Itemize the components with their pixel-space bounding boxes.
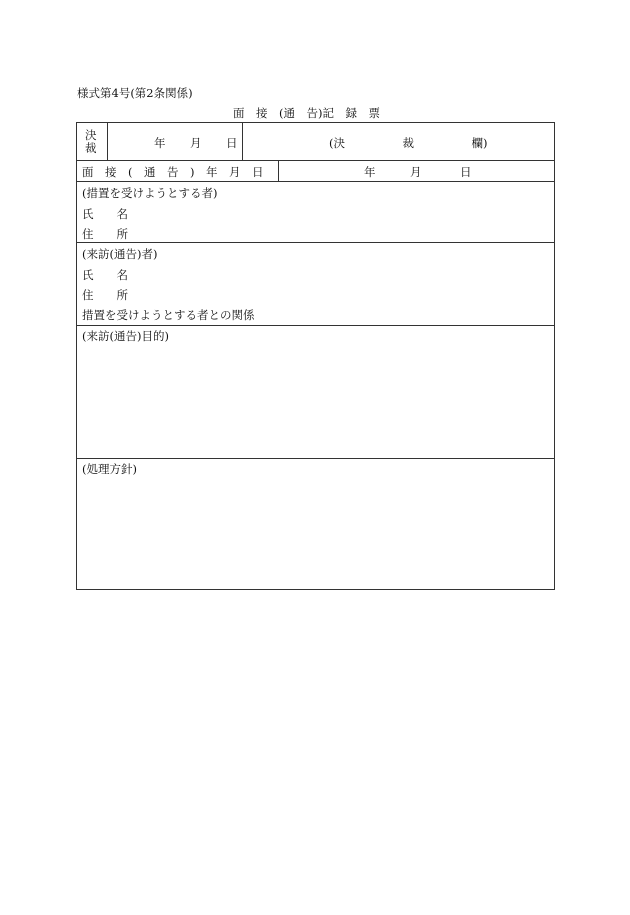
subject-section-heading: (措置を受けようとする者) bbox=[82, 186, 218, 200]
approval-date-month: 月 bbox=[190, 136, 202, 150]
row-divider bbox=[77, 160, 554, 161]
interview-date-day: 日 bbox=[460, 165, 472, 179]
visitor-name-label: 氏 名 bbox=[82, 268, 128, 282]
interview-date-month: 月 bbox=[410, 165, 422, 179]
approval-date-year: 年 bbox=[154, 136, 166, 150]
interview-date-year: 年 bbox=[364, 165, 376, 179]
approval-date-day: 日 bbox=[226, 136, 238, 150]
purpose-section-heading: (来訪(通告)目的) bbox=[82, 329, 169, 343]
visitor-section-heading: (来訪(通告)者) bbox=[82, 247, 158, 261]
col-divider bbox=[278, 160, 279, 181]
col-divider bbox=[242, 123, 243, 160]
approval-label-top: 決 bbox=[85, 128, 97, 142]
visitor-address-label: 住 所 bbox=[82, 288, 128, 302]
approval-label-bottom: 裁 bbox=[85, 141, 97, 155]
subject-name-label: 氏 名 bbox=[82, 207, 128, 221]
row-divider bbox=[77, 181, 554, 182]
col-divider bbox=[107, 123, 108, 160]
document-title: 面 接 (通 告)記 録 票 bbox=[233, 106, 380, 120]
row-divider bbox=[77, 458, 554, 459]
policy-section-heading: (処理方針) bbox=[82, 462, 137, 476]
row-divider bbox=[77, 242, 554, 243]
approval-column-label: (決 裁 欄) bbox=[329, 136, 488, 150]
subject-address-label: 住 所 bbox=[82, 227, 128, 241]
interview-date-label: 面 接 ( 通 告 ) 年 月 日 bbox=[82, 165, 264, 179]
row-divider bbox=[77, 325, 554, 326]
form-number: 様式第4号(第2条関係) bbox=[77, 86, 193, 100]
visitor-relation-label: 措置を受けようとする者との関係 bbox=[82, 308, 255, 322]
